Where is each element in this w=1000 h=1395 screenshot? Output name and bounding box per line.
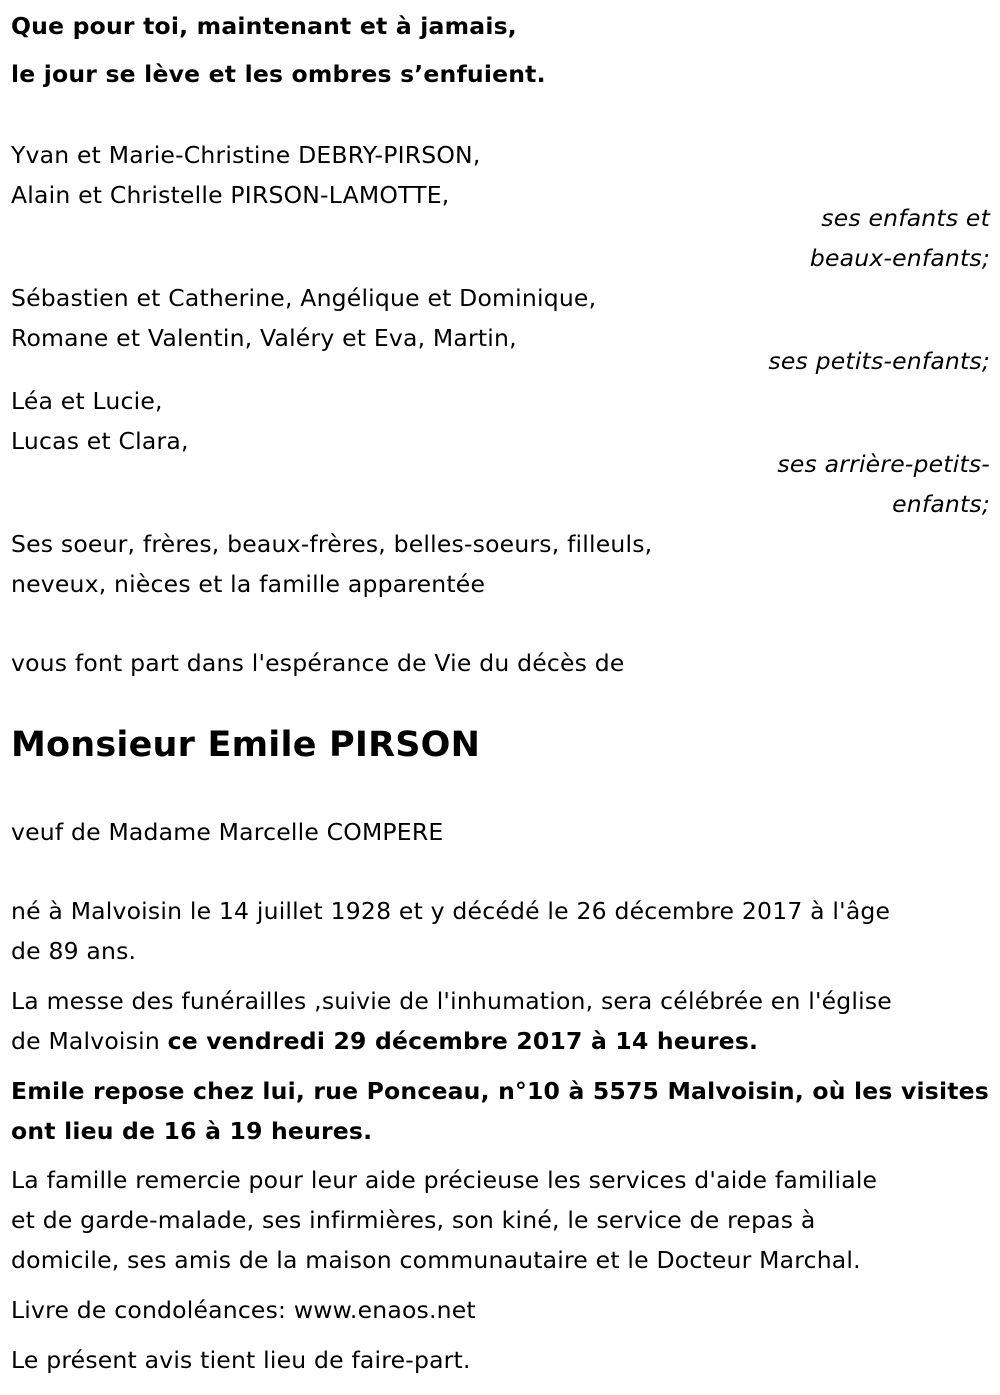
children-role-line-1: ses enfants et — [821, 204, 990, 232]
great-grandchildren-role-line-2: enfants; — [892, 490, 990, 518]
great-grandchildren-line-1: Léa et Lucie, — [11, 387, 163, 415]
deceased-name: Monsieur Emile PIRSON — [11, 725, 481, 765]
family-line-2: neveux, nièces et la famille apparentée — [11, 570, 486, 598]
thanks-line-1: La famille remercie pour leur aide précieuse les services d'aide familiale — [11, 1166, 878, 1194]
epigraph-line-1: Que pour toi, maintenant et à jamais, — [11, 12, 517, 40]
funeral-line-1: La messe des funérailles ,suivie de l'inhumation, sera célébrée en l'église — [11, 987, 892, 1015]
epigraph-line-2: le jour se lève et les ombres s’enfuient. — [11, 60, 546, 88]
funeral-location: de Malvoisin — [11, 1027, 168, 1055]
birth-death-line-2: de 89 ans. — [11, 937, 137, 965]
funeral-line-2 — [11, 1025, 990, 1057]
great-grandchildren-line-2: Lucas et Clara, — [11, 427, 189, 455]
widower-line: veuf de Madame Marcelle COMPERE — [11, 818, 444, 846]
visits-line-1: Emile repose chez lui, rue Ponceau, n°10 à 5575 Malvoisin, où les visites — [11, 1077, 989, 1105]
birth-death-line-1: né à Malvoisin le 14 juillet 1928 et y décédé le 26 décembre 2017 à l'âge — [11, 897, 891, 925]
grandchildren-line-2: Romane et Valentin, Valéry et Eva, Martin, — [11, 324, 517, 352]
grandchildren-role: ses petits-enfants; — [768, 347, 990, 375]
condolences-line: Livre de condoléances: www.enaos.net — [11, 1296, 476, 1324]
children-line-1: Yvan et Marie-Christine DEBRY-PIRSON, — [11, 141, 481, 169]
children-role-line-2: beaux-enfants; — [809, 244, 990, 272]
thanks-line-2: et de garde-malade, ses infirmières, son kiné, le service de repas à — [11, 1206, 816, 1234]
funeral-date-time: ce vendredi 29 décembre 2017 à 14 heures. — [167, 1027, 759, 1055]
visits-line-2: ont lieu de 16 à 19 heures. — [11, 1117, 373, 1145]
great-grandchildren-role-line-1: ses arrière-petits- — [777, 450, 990, 478]
announcement: vous font part dans l'espérance de Vie du décès de — [11, 649, 625, 677]
grandchildren-line-1: Sébastien et Catherine, Angélique et Dominique, — [11, 284, 597, 312]
thanks-line-3: domicile, ses amis de la maison communautaire et le Docteur Marchal. — [11, 1246, 861, 1274]
children-line-2: Alain et Christelle PIRSON-LAMOTTE, — [11, 181, 450, 209]
family-line-1: Ses soeur, frères, beaux-frères, belles-soeurs, filleuls, — [11, 530, 653, 558]
notice-line: Le présent avis tient lieu de faire-part. — [11, 1346, 471, 1374]
